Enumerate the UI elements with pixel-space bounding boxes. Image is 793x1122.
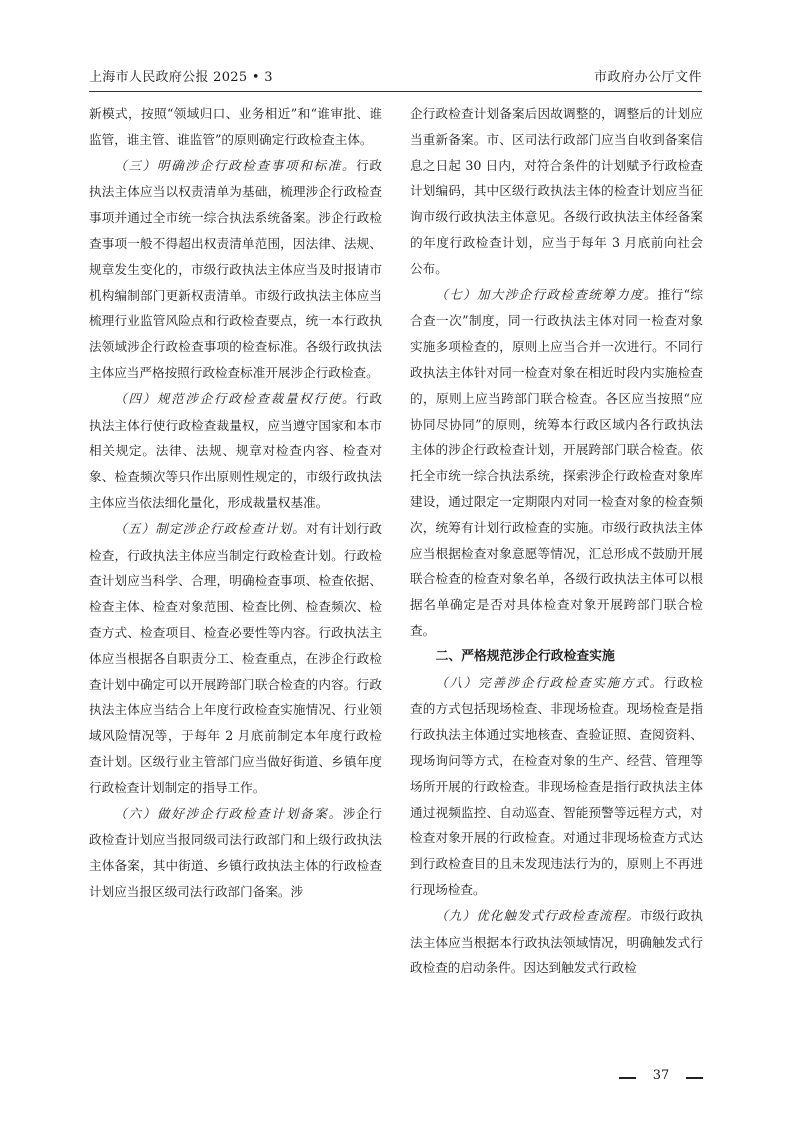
paragraph: （八）完善涉企行政检查实施方式。行政检查的方式包括现场检查、非现场检查。现场检查是指行政执法主体通过实地核查、查验证照、查阅资料、现场询问等方式，在检查对象的生产、经营、管理等场所开展的行政检查。非现场检查是指行政执法主体通过视频监控、自动巡查、智能预警等远程方式，对检查对象开展的行政检查。对通过非现场检查方式达到行政检查目的且未发现违法行为的，原则上不再进行现场检查。 xyxy=(410,674,704,897)
publication-title: 上海市人民政府公报 2025 • 3 xyxy=(89,70,273,85)
page-number xyxy=(619,1067,703,1089)
page-dash-left xyxy=(619,1077,636,1079)
section-title: （四）规范涉企行政检查裁量权行使。 xyxy=(114,391,357,406)
section-title: （八）完善涉企行政检查实施方式。 xyxy=(435,675,664,690)
header-rule xyxy=(89,91,702,92)
paragraph: （三）明确涉企行政检查事项和标准。行政执法主体应当以权责清单为基础，梳理涉企行政检查事项并通过全市统一综合执法系统备案。涉企行政检查事项一般不得超出权责清单范围，因法律、法规、规章发生变化的，市级行政执法主体应当及时报请市机构编制部门更新权责清单。市级行政执法主体应当梳理行业监管风险点和行政检查要点，统一本行政执法领域涉企行政检查事项的检查标准。各级行政执法主体应当严格按照行政检查标准开展涉企行政检查。 xyxy=(89,157,382,380)
paragraph: （七）加大涉企行政检查统筹力度。推行“综合查一次”制度，同一行政执法主体对同一检查对象实施多项检查的，原则上应当合并一次进行。不同行政执法主体针对同一检查对象在相近时段内实施检查的，原则上应当跨部门联合检查。各区应当按照“应协同尽协同”的原则，统筹本行政区域内各行政执法主体的涉企行政检查计划，开展跨部门联合检查。依托全市统一综合执法系统，探索涉企行政检查对象库建设，通过限定一定期限内对同一检查对象的检查频次，统筹有计划行政检查的实施。市级行政执法主体应当根据检查对象意愿等情况，汇总形成不鼓励开展联合检查的检查对象名单，各级行政执法主体可以根据名单确定是否对具体检查对象开展跨部门联合检查。 xyxy=(410,286,703,638)
section-title: （九）优化触发式行政检查流程。 xyxy=(435,908,640,923)
issuer-label: 市政府办公厅文件 xyxy=(593,70,702,85)
paragraph: （四）规范涉企行政检查裁量权行使。行政执法主体行使行政检查裁量权，应当遵守国家和本市相关规定。法律、法规、规章对检查内容、检查对象、检查频次等只作出原则性规定的，市级行政执法主体应当依法细化量化，形成裁量权基准。 xyxy=(89,390,382,510)
paragraph: 企行政检查计划备案后因故调整的，调整后的计划应当重新备案。市、区司法行政部门应当自收到备案信息之日起 30 日内，对符合条件的计划赋予行政检查计划编码，其中区级行政执法主体的检查计划应当征询市级行政执法主体意见。各级行政执法主体经备案的年度行政检查计划，应当于每年 3 月底前向社会公布。 xyxy=(410,106,703,276)
section-heading: 二、严格规范涉企行政检查实施 xyxy=(435,648,615,664)
right-column xyxy=(410,101,703,981)
page-number-value: 37 xyxy=(652,1068,670,1083)
paragraph: 新模式，按照“领域归口、业务相近”和“谁审批、谁监管，谁主管、谁监管”的原则确定行政检查主体。 xyxy=(89,106,382,147)
running-header xyxy=(89,64,702,88)
section-title: （六）做好涉企行政检查计划备案。 xyxy=(114,806,343,821)
paragraph: （五）制定涉企行政检查计划。对有计划行政检查，行政执法主体应当制定行政检查计划。行政检查计划应当科学、合理，明确检查事项、检查依据、检查主体、检查对象范围、检查比例、检查频次、检查方式、检查项目、检查必要性等内容。行政执法主体应当根据各自职责分工、检查重点，在涉企行政检查计划中确定可以开展跨部门联合检查的内容。行政执法主体应当结合上年度行政检查实施情况、行业领域风险情况等，于每年 2 月底前制定本年度行政检查计划。区级行业主管部门应当做好街道、乡镇年度行政检查计划制定的指导工作。 xyxy=(89,520,383,795)
section-title: （三）明确涉企行政检查事项和标准。 xyxy=(114,158,357,173)
paragraph: （六）做好涉企行政检查计划备案。涉企行政检查计划应当报同级司法行政部门和上级行政执法主体备案，其中街道、乡镇行政执法主体的行政检查计划应当报区级司法行政部门备案。涉 xyxy=(89,805,383,899)
section-title: （五）制定涉企行政检查计划。 xyxy=(114,521,306,536)
left-column xyxy=(89,101,382,905)
paragraph: （九）优化触发式行政检查流程。市级行政执法主体应当根据本行政执法领域情况，明确触发式行政检查的启动条件。因达到触发式行政检 xyxy=(410,907,704,976)
section-title: （七）加大涉企行政检查统筹力度。 xyxy=(435,287,658,302)
page-dash-right xyxy=(686,1077,703,1079)
